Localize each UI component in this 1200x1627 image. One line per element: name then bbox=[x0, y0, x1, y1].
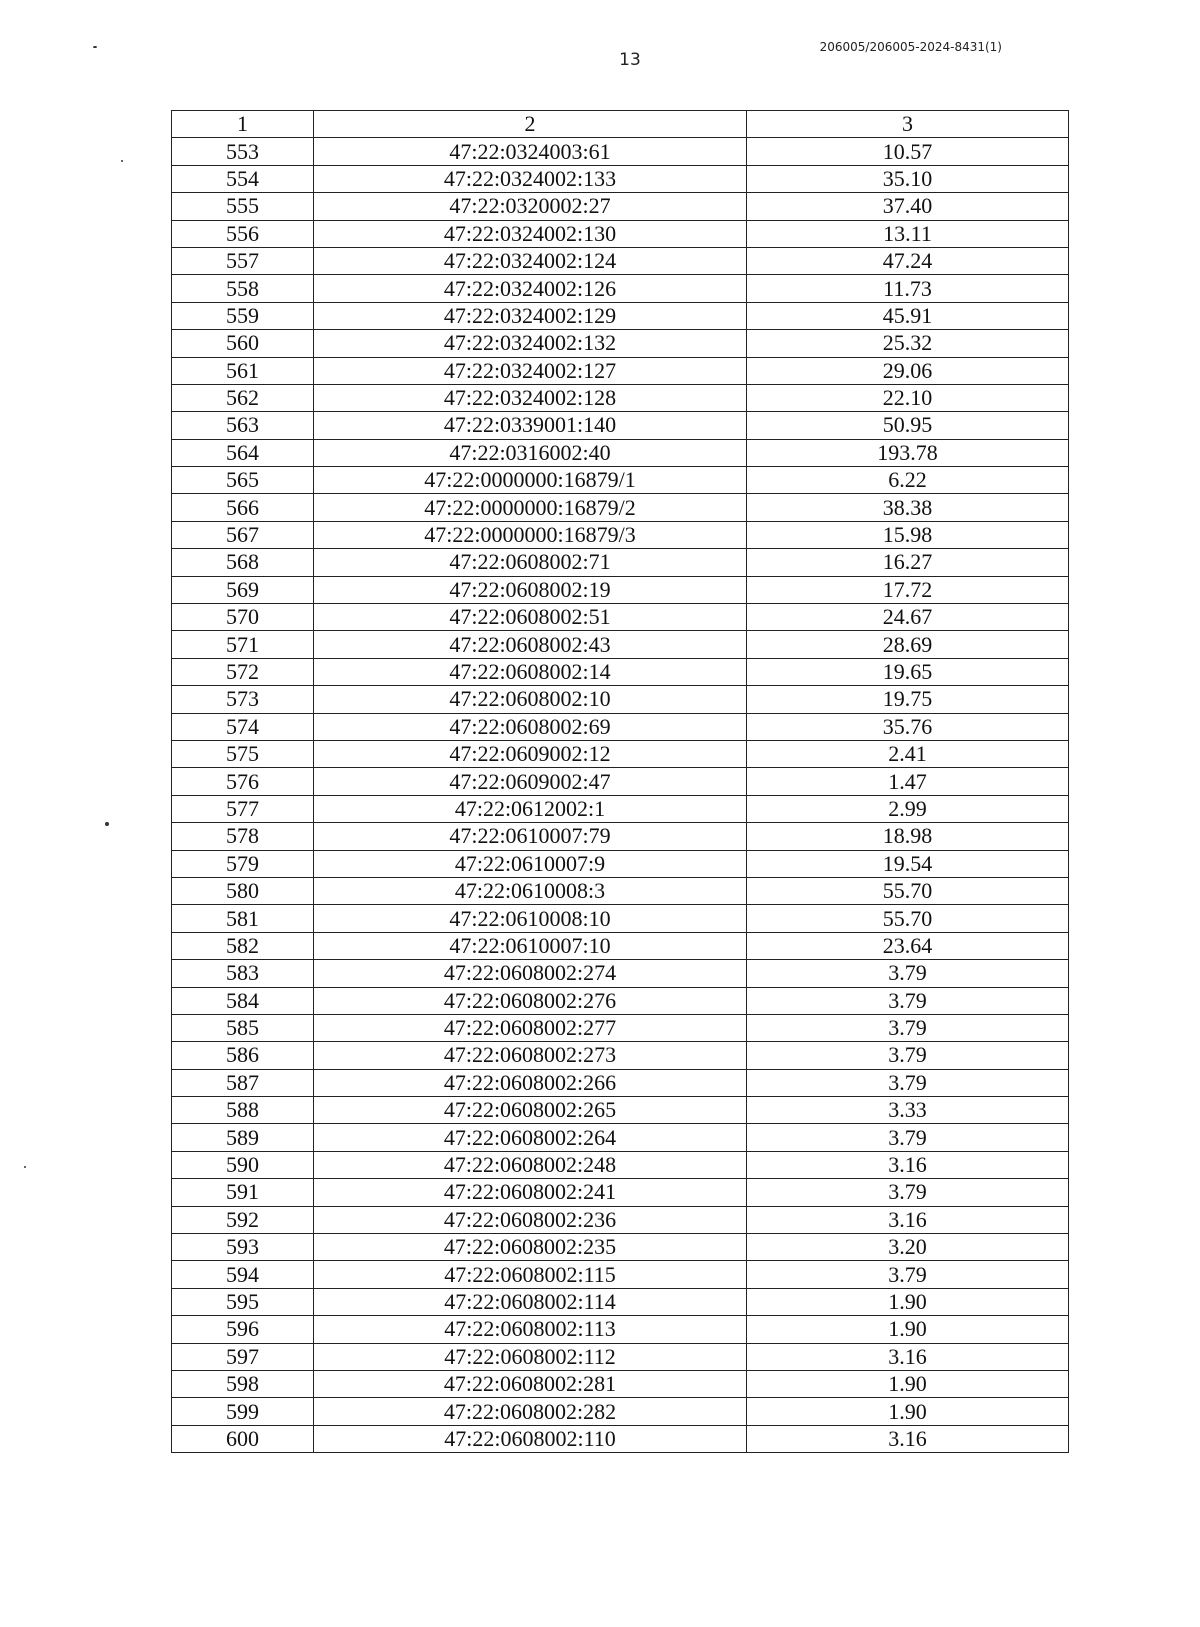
cadastral-number-cell: 47:22:0324002:130 bbox=[314, 220, 747, 247]
cadastral-number-cell: 47:22:0316002:40 bbox=[314, 439, 747, 466]
value-cell: 47.24 bbox=[747, 247, 1069, 274]
cadastral-number-cell: 47:22:0324002:127 bbox=[314, 357, 747, 384]
table-row bbox=[172, 795, 1069, 822]
value-cell: 193.78 bbox=[747, 439, 1069, 466]
value-cell: 3.16 bbox=[747, 1206, 1069, 1233]
value-cell: 37.40 bbox=[747, 193, 1069, 220]
cadastral-number-cell: 47:22:0610007:9 bbox=[314, 850, 747, 877]
value-cell: 19.65 bbox=[747, 658, 1069, 685]
cadastral-number-cell: 47:22:0609002:12 bbox=[314, 740, 747, 767]
value-cell: 1.47 bbox=[747, 768, 1069, 795]
row-number-cell: 563 bbox=[172, 412, 314, 439]
value-cell: 50.95 bbox=[747, 412, 1069, 439]
table-row bbox=[172, 1398, 1069, 1425]
cadastral-number-cell: 47:22:0608002:273 bbox=[314, 1042, 747, 1069]
cadastral-number-cell: 47:22:0608002:236 bbox=[314, 1206, 747, 1233]
row-number-cell: 575 bbox=[172, 740, 314, 767]
value-cell: 16.27 bbox=[747, 549, 1069, 576]
value-cell: 3.79 bbox=[747, 1014, 1069, 1041]
table-row bbox=[172, 1069, 1069, 1096]
cadastral-number-cell: 47:22:0000000:16879/2 bbox=[314, 494, 747, 521]
cadastral-number-cell: 47:22:0320002:27 bbox=[314, 193, 747, 220]
row-number-cell: 560 bbox=[172, 330, 314, 357]
row-number-cell: 594 bbox=[172, 1261, 314, 1288]
value-cell: 15.98 bbox=[747, 521, 1069, 548]
cadastral-number-cell: 47:22:0000000:16879/3 bbox=[314, 521, 747, 548]
cadastral-number-cell: 47:22:0608002:281 bbox=[314, 1370, 747, 1397]
row-number-cell: 600 bbox=[172, 1425, 314, 1452]
value-cell: 3.16 bbox=[747, 1425, 1069, 1452]
cadastral-number-cell: 47:22:0324003:61 bbox=[314, 138, 747, 165]
cadastral-number-cell: 47:22:0608002:274 bbox=[314, 960, 747, 987]
table-row bbox=[172, 877, 1069, 904]
cadastral-number-cell: 47:22:0339001:140 bbox=[314, 412, 747, 439]
table-row bbox=[172, 302, 1069, 329]
cadastral-number-cell: 47:22:0608002:110 bbox=[314, 1425, 747, 1452]
table-row bbox=[172, 412, 1069, 439]
table-row bbox=[172, 1014, 1069, 1041]
row-number-cell: 596 bbox=[172, 1316, 314, 1343]
table-row bbox=[172, 658, 1069, 685]
value-cell: 18.98 bbox=[747, 823, 1069, 850]
row-number-cell: 571 bbox=[172, 631, 314, 658]
cadastral-number-cell: 47:22:0608002:115 bbox=[314, 1261, 747, 1288]
row-number-cell: 589 bbox=[172, 1124, 314, 1151]
row-number-cell: 558 bbox=[172, 275, 314, 302]
row-number-cell: 580 bbox=[172, 877, 314, 904]
value-cell: 10.57 bbox=[747, 138, 1069, 165]
value-cell: 13.11 bbox=[747, 220, 1069, 247]
cadastral-number-cell: 47:22:0610007:79 bbox=[314, 823, 747, 850]
cadastral-number-cell: 47:22:0610007:10 bbox=[314, 932, 747, 959]
table-row bbox=[172, 1097, 1069, 1124]
cadastral-number-cell: 47:22:0608002:14 bbox=[314, 658, 747, 685]
table-header-row bbox=[172, 111, 1069, 138]
value-cell: 28.69 bbox=[747, 631, 1069, 658]
cadastral-number-cell: 47:22:0610008:10 bbox=[314, 905, 747, 932]
table-row bbox=[172, 905, 1069, 932]
scan-speck bbox=[24, 1166, 26, 1168]
table-row bbox=[172, 220, 1069, 247]
value-cell: 17.72 bbox=[747, 576, 1069, 603]
row-number-cell: 554 bbox=[172, 165, 314, 192]
table-row bbox=[172, 193, 1069, 220]
table-row bbox=[172, 713, 1069, 740]
value-cell: 3.79 bbox=[747, 1124, 1069, 1151]
row-number-cell: 586 bbox=[172, 1042, 314, 1069]
table-row bbox=[172, 357, 1069, 384]
value-cell: 3.16 bbox=[747, 1343, 1069, 1370]
table-row bbox=[172, 932, 1069, 959]
value-cell: 45.91 bbox=[747, 302, 1069, 329]
table-row bbox=[172, 987, 1069, 1014]
row-number-cell: 590 bbox=[172, 1151, 314, 1178]
table-row bbox=[172, 1042, 1069, 1069]
row-number-cell: 576 bbox=[172, 768, 314, 795]
document-id: 206005/206005-2024-8431(1) bbox=[819, 40, 1002, 54]
table-row bbox=[172, 631, 1069, 658]
table-row bbox=[172, 1288, 1069, 1315]
row-number-cell: 578 bbox=[172, 823, 314, 850]
scan-speck bbox=[121, 160, 123, 162]
table-row bbox=[172, 384, 1069, 411]
value-cell: 35.10 bbox=[747, 165, 1069, 192]
row-number-cell: 583 bbox=[172, 960, 314, 987]
value-cell: 25.32 bbox=[747, 330, 1069, 357]
row-number-cell: 555 bbox=[172, 193, 314, 220]
page-number: 13 bbox=[619, 50, 641, 70]
row-number-cell: 597 bbox=[172, 1343, 314, 1370]
table-row bbox=[172, 960, 1069, 987]
cadastral-number-cell: 47:22:0612002:1 bbox=[314, 795, 747, 822]
table-row bbox=[172, 439, 1069, 466]
value-cell: 3.79 bbox=[747, 987, 1069, 1014]
table-row bbox=[172, 823, 1069, 850]
row-number-cell: 572 bbox=[172, 658, 314, 685]
row-number-cell: 591 bbox=[172, 1179, 314, 1206]
value-cell: 2.41 bbox=[747, 740, 1069, 767]
table-row bbox=[172, 247, 1069, 274]
table-row bbox=[172, 549, 1069, 576]
cadastral-number-cell: 47:22:0608002:241 bbox=[314, 1179, 747, 1206]
table-row bbox=[172, 330, 1069, 357]
table-row bbox=[172, 768, 1069, 795]
cadastral-number-cell: 47:22:0608002:277 bbox=[314, 1014, 747, 1041]
value-cell: 3.16 bbox=[747, 1151, 1069, 1178]
value-cell: 23.64 bbox=[747, 932, 1069, 959]
value-cell: 3.79 bbox=[747, 1261, 1069, 1288]
cadastral-number-cell: 47:22:0608002:235 bbox=[314, 1234, 747, 1261]
cadastral-number-cell: 47:22:0608002:51 bbox=[314, 604, 747, 631]
value-cell: 35.76 bbox=[747, 713, 1069, 740]
row-number-cell: 564 bbox=[172, 439, 314, 466]
value-cell: 2.99 bbox=[747, 795, 1069, 822]
value-cell: 1.90 bbox=[747, 1316, 1069, 1343]
cadastral-number-cell: 47:22:0324002:132 bbox=[314, 330, 747, 357]
table-row bbox=[172, 1151, 1069, 1178]
table-body bbox=[172, 111, 1069, 1453]
value-cell: 1.90 bbox=[747, 1398, 1069, 1425]
cadastral-number-cell: 47:22:0608002:113 bbox=[314, 1316, 747, 1343]
row-number-cell: 593 bbox=[172, 1234, 314, 1261]
row-number-cell: 566 bbox=[172, 494, 314, 521]
table-row bbox=[172, 467, 1069, 494]
value-cell: 55.70 bbox=[747, 877, 1069, 904]
table-row bbox=[172, 1316, 1069, 1343]
table-row bbox=[172, 494, 1069, 521]
cadastral-number-cell: 47:22:0608002:71 bbox=[314, 549, 747, 576]
table-row bbox=[172, 850, 1069, 877]
cadastral-number-cell: 47:22:0324002:128 bbox=[314, 384, 747, 411]
value-cell: 1.90 bbox=[747, 1288, 1069, 1315]
row-number-cell: 561 bbox=[172, 357, 314, 384]
value-cell: 19.75 bbox=[747, 686, 1069, 713]
row-number-cell: 588 bbox=[172, 1097, 314, 1124]
table-row bbox=[172, 275, 1069, 302]
row-number-cell: 584 bbox=[172, 987, 314, 1014]
row-number-cell: 565 bbox=[172, 467, 314, 494]
row-number-cell: 574 bbox=[172, 713, 314, 740]
header-cell-1: 1 bbox=[172, 111, 314, 138]
value-cell: 6.22 bbox=[747, 467, 1069, 494]
value-cell: 19.54 bbox=[747, 850, 1069, 877]
scan-speck bbox=[93, 46, 97, 48]
row-number-cell: 556 bbox=[172, 220, 314, 247]
row-number-cell: 587 bbox=[172, 1069, 314, 1096]
cadastral-number-cell: 47:22:0608002:248 bbox=[314, 1151, 747, 1178]
cadastral-number-cell: 47:22:0608002:276 bbox=[314, 987, 747, 1014]
row-number-cell: 567 bbox=[172, 521, 314, 548]
row-number-cell: 568 bbox=[172, 549, 314, 576]
cadastral-number-cell: 47:22:0609002:47 bbox=[314, 768, 747, 795]
table-row bbox=[172, 740, 1069, 767]
row-number-cell: 557 bbox=[172, 247, 314, 274]
cadastral-number-cell: 47:22:0324002:124 bbox=[314, 247, 747, 274]
data-table bbox=[171, 110, 1069, 1453]
cadastral-number-cell: 47:22:0608002:264 bbox=[314, 1124, 747, 1151]
cadastral-number-cell: 47:22:0324002:126 bbox=[314, 275, 747, 302]
cadastral-number-cell: 47:22:0608002:266 bbox=[314, 1069, 747, 1096]
value-cell: 3.33 bbox=[747, 1097, 1069, 1124]
value-cell: 24.67 bbox=[747, 604, 1069, 631]
row-number-cell: 599 bbox=[172, 1398, 314, 1425]
value-cell: 29.06 bbox=[747, 357, 1069, 384]
value-cell: 1.90 bbox=[747, 1370, 1069, 1397]
row-number-cell: 553 bbox=[172, 138, 314, 165]
row-number-cell: 585 bbox=[172, 1014, 314, 1041]
table-row bbox=[172, 521, 1069, 548]
cadastral-number-cell: 47:22:0608002:69 bbox=[314, 713, 747, 740]
row-number-cell: 579 bbox=[172, 850, 314, 877]
cadastral-number-cell: 47:22:0608002:10 bbox=[314, 686, 747, 713]
table-row bbox=[172, 1124, 1069, 1151]
table-row bbox=[172, 576, 1069, 603]
cadastral-number-cell: 47:22:0324002:129 bbox=[314, 302, 747, 329]
value-cell: 38.38 bbox=[747, 494, 1069, 521]
cadastral-number-cell: 47:22:0608002:19 bbox=[314, 576, 747, 603]
table-row bbox=[172, 1234, 1069, 1261]
value-cell: 22.10 bbox=[747, 384, 1069, 411]
header-cell-3: 3 bbox=[747, 111, 1069, 138]
row-number-cell: 559 bbox=[172, 302, 314, 329]
table-row bbox=[172, 1179, 1069, 1206]
value-cell: 3.79 bbox=[747, 960, 1069, 987]
row-number-cell: 595 bbox=[172, 1288, 314, 1315]
table-row bbox=[172, 686, 1069, 713]
row-number-cell: 582 bbox=[172, 932, 314, 959]
cadastral-number-cell: 47:22:0324002:133 bbox=[314, 165, 747, 192]
scan-speck bbox=[105, 822, 109, 826]
row-number-cell: 577 bbox=[172, 795, 314, 822]
table-row bbox=[172, 165, 1069, 192]
cadastral-number-cell: 47:22:0608002:114 bbox=[314, 1288, 747, 1315]
row-number-cell: 573 bbox=[172, 686, 314, 713]
table-row bbox=[172, 1343, 1069, 1370]
value-cell: 11.73 bbox=[747, 275, 1069, 302]
table-row bbox=[172, 1206, 1069, 1233]
value-cell: 3.79 bbox=[747, 1042, 1069, 1069]
cadastral-number-cell: 47:22:0608002:265 bbox=[314, 1097, 747, 1124]
cadastral-number-cell: 47:22:0608002:43 bbox=[314, 631, 747, 658]
row-number-cell: 562 bbox=[172, 384, 314, 411]
header-cell-2: 2 bbox=[314, 111, 747, 138]
cadastral-number-cell: 47:22:0610008:3 bbox=[314, 877, 747, 904]
row-number-cell: 592 bbox=[172, 1206, 314, 1233]
cadastral-number-cell: 47:22:0000000:16879/1 bbox=[314, 467, 747, 494]
table-row bbox=[172, 138, 1069, 165]
row-number-cell: 581 bbox=[172, 905, 314, 932]
row-number-cell: 570 bbox=[172, 604, 314, 631]
table-row bbox=[172, 1425, 1069, 1452]
table-row bbox=[172, 1370, 1069, 1397]
value-cell: 3.20 bbox=[747, 1234, 1069, 1261]
table-row bbox=[172, 1261, 1069, 1288]
cadastral-number-cell: 47:22:0608002:112 bbox=[314, 1343, 747, 1370]
table-row bbox=[172, 604, 1069, 631]
value-cell: 3.79 bbox=[747, 1179, 1069, 1206]
row-number-cell: 598 bbox=[172, 1370, 314, 1397]
row-number-cell: 569 bbox=[172, 576, 314, 603]
value-cell: 3.79 bbox=[747, 1069, 1069, 1096]
cadastral-number-cell: 47:22:0608002:282 bbox=[314, 1398, 747, 1425]
value-cell: 55.70 bbox=[747, 905, 1069, 932]
